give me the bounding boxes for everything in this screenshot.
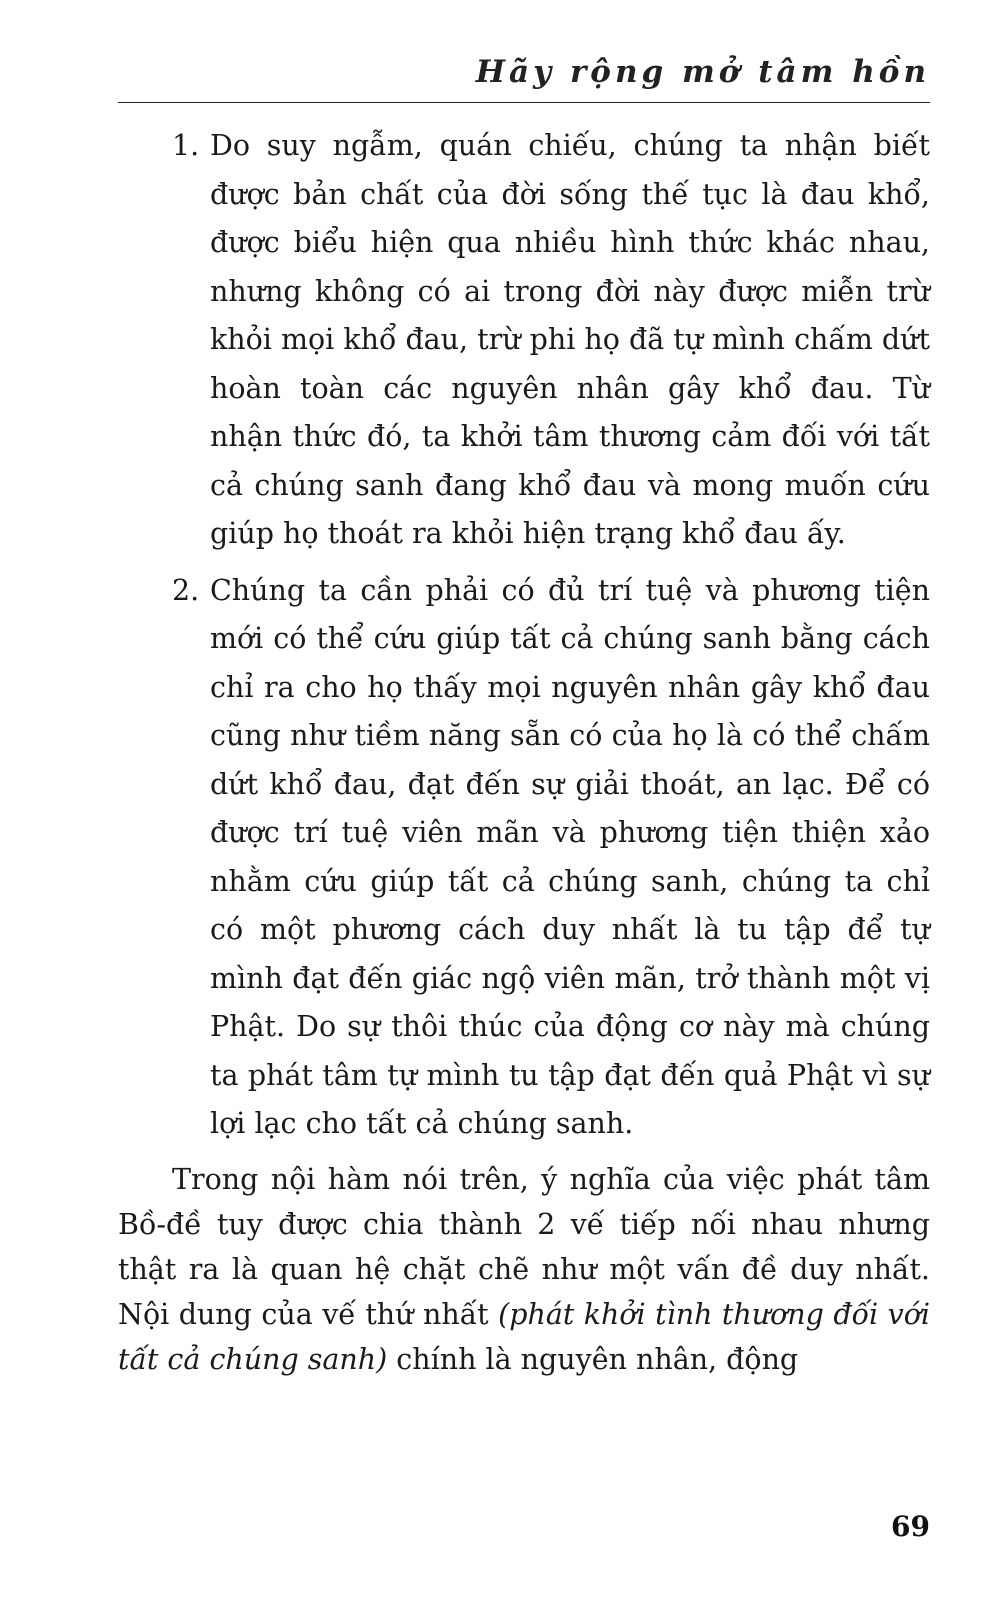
paragraph-text-continued: chính là nguyên nhân, động: [387, 1342, 799, 1376]
page-content: [118, 122, 930, 1382]
running-header: [118, 52, 930, 103]
paragraph-italic-text: (phát khởi tình thương đối với tất cả chúng sanh): [118, 1297, 931, 1376]
list-item-text: Chúng ta cần phải có đủ trí tuệ và phương tiện mới có thể cứu giúp tất cả chúng sanh bằng cách chỉ ra cho họ thấy mọi nguyên nhân gây khổ đau cũng như tiềm năng sẵn có của họ là có thể chấm dứt khổ đau, đạt đến sự giải thoát, an lạc. Để có được trí tuệ viên mãn và phương tiện thiện xảo nhằm cứu giúp tất cả chúng sanh, chúng ta chỉ có một phương cách duy nhất là tu tập để tự mình đạt đến giác ngộ viên mãn, trở thành một vị Phật. Do sự thôi thúc của động cơ này mà chúng ta phát tâm tự mình tu tập đạt đến quả Phật vì sự lợi lạc cho tất cả chúng sanh.: [210, 573, 930, 1140]
running-header-title: Hãy rộng mở tâm hồn: [475, 54, 930, 90]
list-item: [118, 122, 930, 559]
page-number: 69: [891, 1510, 930, 1543]
list-item-text: Do suy ngẫm, quán chiếu, chúng ta nhận biết được bản chất của đời sống thế tục là đau khổ, được biểu hiện qua nhiều hình thức khác nhau, nhưng không có ai trong đời này được miễn trừ khỏi mọi khổ đau, trừ phi họ đã tự mình chấm dứt hoàn toàn các nguyên nhân gây khổ đau. Từ nhận thức đó, ta khởi tâm thương cảm đối với tất cả chúng sanh đang khổ đau và mong muốn cứu giúp họ thoát ra khỏi hiện trạng khổ đau ấy.: [210, 129, 930, 550]
numbered-list: [118, 122, 930, 1149]
list-item: [118, 567, 930, 1149]
list-item-number: 2.: [172, 573, 200, 607]
body-paragraph: [118, 1157, 930, 1382]
paragraph-text: Trong nội hàm nói trên, ý nghĩa của việc phát tâm Bồ-đề tuy được chia thành 2 vế tiếp nối nhau nhưng thật ra là quan hệ chặt chẽ như một vấn đề duy nhất. Nội dung của vế thứ nhất: [118, 1162, 930, 1331]
list-item-number: 1.: [172, 129, 200, 162]
